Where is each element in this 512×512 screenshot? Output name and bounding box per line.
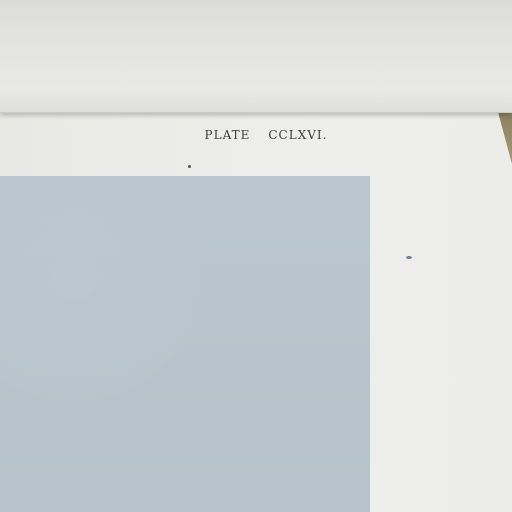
plate-label: PLATE xyxy=(204,128,251,142)
paper-speck xyxy=(188,165,191,168)
plate-caption xyxy=(0,128,512,142)
tissue-guard-sheet xyxy=(0,0,512,113)
printed-color-block xyxy=(0,176,370,512)
plate-number: CCLXVI. xyxy=(268,128,328,142)
paper-speck xyxy=(406,256,412,259)
